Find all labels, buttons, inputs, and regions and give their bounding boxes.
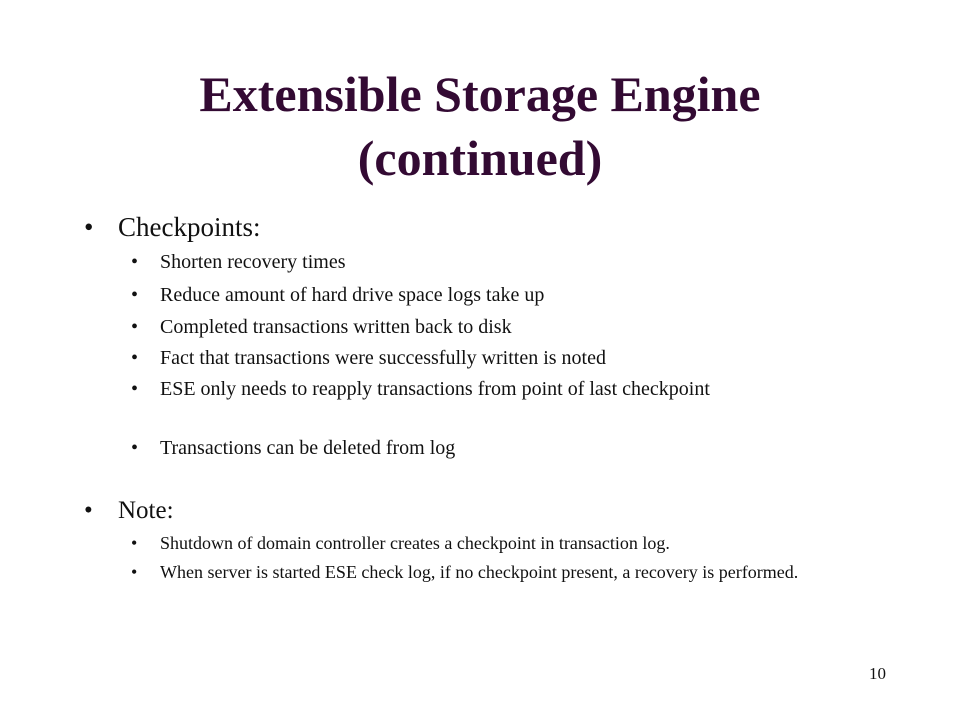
bullet-checkpoints — [84, 212, 261, 242]
slide-title-line-2: (continued) — [357, 130, 603, 186]
sub-bullet-text: Shutdown of domain controller creates a checkpoint in transaction log. — [160, 533, 670, 553]
bullet-dot: • — [131, 347, 139, 369]
sub-bullet-text: Shorten recovery times — [160, 251, 346, 273]
sub-bullet-item — [131, 251, 890, 273]
sub-bullet-item — [131, 533, 890, 553]
bullet-note — [84, 496, 174, 526]
sub-bullet-text: When server is started ESE check log, if no checkpoint present, a recovery is performed. — [160, 562, 799, 582]
slide-title — [80, 62, 880, 190]
sub-bullet-item — [131, 284, 890, 306]
bullet-checkpoints-text: Checkpoints: — [118, 212, 261, 242]
bullet-dot: • — [131, 316, 139, 338]
sub-bullet-text: Completed transactions written back to disk — [160, 316, 512, 338]
bullet-dot: • — [84, 212, 94, 242]
sub-bullet-item — [131, 562, 890, 582]
sub-bullet-text: Transactions can be deleted from log — [160, 437, 456, 459]
sub-bullet-text: Fact that transactions were successfully written is noted — [160, 347, 606, 369]
page-number: 10 — [869, 664, 886, 683]
bullet-dot: • — [131, 251, 139, 273]
sub-bullet-item — [131, 316, 890, 338]
sub-bullet-item — [131, 378, 800, 400]
bullet-dot: • — [131, 378, 139, 400]
sub-bullet-text: Reduce amount of hard drive space logs take up — [160, 284, 545, 306]
bullet-dot: • — [131, 437, 139, 459]
bullet-dot: • — [84, 497, 93, 524]
sub-bullet-text: ESE only needs to reapply transactions from point of last checkpoint — [160, 378, 710, 400]
bullet-dot: • — [131, 562, 138, 582]
slide-title-line-1: Extensible Storage Engine — [199, 66, 761, 122]
sub-bullet-item — [131, 347, 890, 369]
sub-bullet-item — [131, 437, 890, 459]
bullet-dot: • — [131, 284, 139, 306]
bullet-dot: • — [131, 533, 138, 553]
bullet-note-text: Note: — [118, 497, 174, 524]
